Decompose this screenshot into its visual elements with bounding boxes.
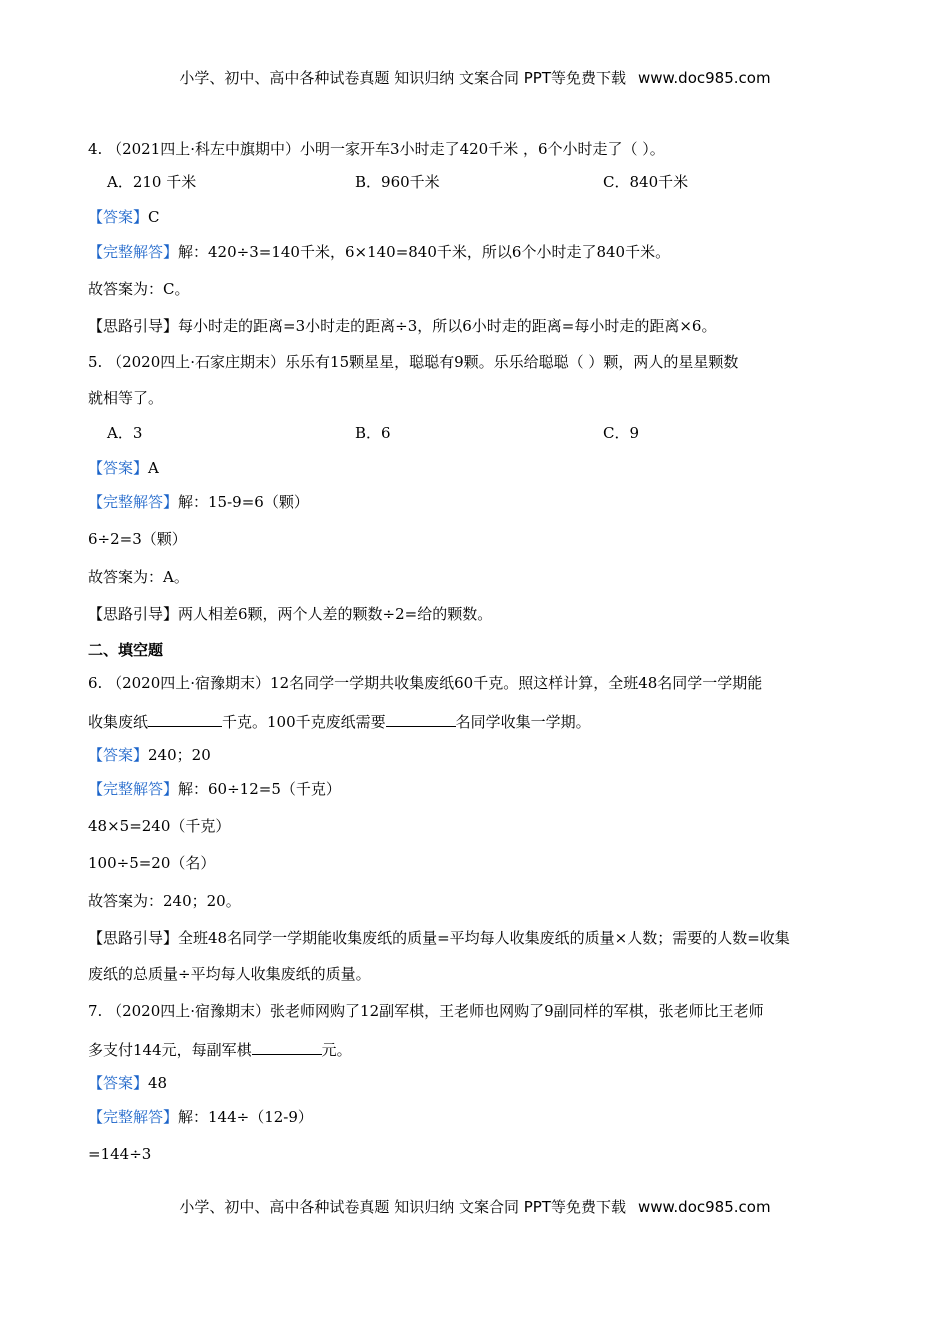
q7-answer	[88, 1073, 167, 1093]
q6-answer	[88, 745, 211, 765]
q5-option-a: A．3	[107, 424, 143, 442]
section-title: 二、填空题	[88, 641, 164, 659]
q6-conclusion: 故答案为：240；20。	[88, 892, 241, 910]
footer-site-link[interactable]: www.doc985.com	[637, 1198, 771, 1216]
q4-solution-text: 解：420÷3=140千米，6×140=840千米，所以6个小时走了840千米。	[178, 243, 671, 261]
q6-stem-part2: 千克。100千克废纸需要	[222, 713, 386, 731]
q5-stem-line1: 5. （2020四上·石家庄期末）乐乐有15颗星星，聪聪有9颗。乐乐给聪聪（ ）颗，两人的星星颗数	[88, 353, 739, 371]
q5-answer	[88, 458, 159, 478]
footer-text: 小学、初中、高中各种试卷真题 知识归纳 文案合同 PPT等免费下载	[179, 1198, 626, 1216]
q4-solution	[88, 242, 670, 262]
q7-stem-part1: 多支付144元，每副军棋	[88, 1041, 252, 1059]
full-solution-label: 【完整解答】	[88, 780, 179, 798]
q6-stem-part1: 收集废纸	[88, 713, 149, 731]
q5-option-b: B．6	[355, 424, 391, 442]
q7-solution	[88, 1107, 313, 1127]
q6-answer-value: 240；20	[148, 746, 211, 764]
q5-answer-value: A	[148, 459, 159, 477]
q4-answer-value: C	[148, 208, 160, 226]
q6-hint-text: 全班48名同学一学期能收集废纸的质量=平均每人收集废纸的质量×人数；需要的人数=收集	[178, 929, 790, 947]
q7-answer-value: 48	[148, 1074, 168, 1092]
header-text: 小学、初中、高中各种试卷真题 知识归纳 文案合同 PPT等免费下载	[179, 69, 626, 87]
q6-stem-line1: 6. （2020四上·宿豫期末）12名同学一学期共收集废纸60千克。照这样计算，全班48名同学一学期能	[88, 674, 763, 692]
q5-hint	[88, 604, 492, 624]
hint-label: 【思路引导】	[88, 605, 179, 623]
q7-stem-part2: 元。	[321, 1041, 352, 1059]
answer-label: 【答案】	[88, 1074, 149, 1092]
q4-option-c: C．840千米	[603, 173, 689, 191]
q5-stem-line2: 就相等了。	[88, 389, 164, 407]
page-header	[0, 67, 950, 88]
q7-stem-line2	[88, 1038, 352, 1060]
q6-blank-1[interactable]	[148, 710, 222, 727]
q5-solution-step2: 6÷2=3（颗）	[88, 530, 187, 548]
q6-hint-line1	[88, 928, 790, 948]
q4-answer	[88, 207, 160, 227]
q5-solution	[88, 492, 309, 512]
q4-conclusion: 故答案为：C。	[88, 280, 190, 298]
answer-label: 【答案】	[88, 746, 149, 764]
full-solution-label: 【完整解答】	[88, 243, 179, 261]
q4-stem: 4. （2021四上·科左中旗期中）小明一家开车3小时走了420千米 ，6个小时走了（ ）。	[88, 140, 665, 158]
full-solution-label: 【完整解答】	[88, 1108, 179, 1126]
q7-solution-text: 解：144÷（12-9）	[178, 1108, 313, 1126]
q6-stem-part3: 名同学收集一学期。	[455, 713, 591, 731]
q4-option-a: A．210 千米	[107, 173, 197, 191]
q6-hint-line2: 废纸的总质量÷平均每人收集废纸的质量。	[88, 965, 371, 983]
full-solution-label: 【完整解答】	[88, 493, 179, 511]
q4-hint	[88, 316, 716, 336]
hint-label: 【思路引导】	[88, 929, 179, 947]
q7-solution-step2: =144÷3	[88, 1145, 152, 1163]
q6-solution-step2: 48×5=240（千克）	[88, 817, 231, 835]
q6-solution-step3: 100÷5=20（名）	[88, 854, 216, 872]
q5-conclusion: 故答案为：A。	[88, 568, 189, 586]
q5-solution-text: 解：15-9=6（颗）	[178, 493, 309, 511]
q4-hint-text: 每小时走的距离=3小时走的距离÷3，所以6小时走的距离=每小时走的距离×6。	[178, 317, 717, 335]
q5-option-c: C．9	[603, 424, 640, 442]
page-footer	[0, 1196, 950, 1217]
q6-solution	[88, 779, 341, 799]
q6-blank-2[interactable]	[386, 710, 456, 727]
q5-hint-text: 两人相差6颗，两个人差的颗数÷2=给的颗数。	[178, 605, 493, 623]
q4-option-b: B．960千米	[355, 173, 440, 191]
answer-label: 【答案】	[88, 208, 149, 226]
answer-label: 【答案】	[88, 459, 149, 477]
q7-blank[interactable]	[252, 1038, 322, 1055]
q7-stem-line1: 7. （2020四上·宿豫期末）张老师网购了12副军棋，王老师也网购了9副同样的军棋，张老师比王老师	[88, 1002, 764, 1020]
q6-stem-line2	[88, 710, 591, 732]
hint-label: 【思路引导】	[88, 317, 179, 335]
header-site-link[interactable]: www.doc985.com	[637, 69, 771, 87]
q6-solution-text: 解：60÷12=5（千克）	[178, 780, 341, 798]
